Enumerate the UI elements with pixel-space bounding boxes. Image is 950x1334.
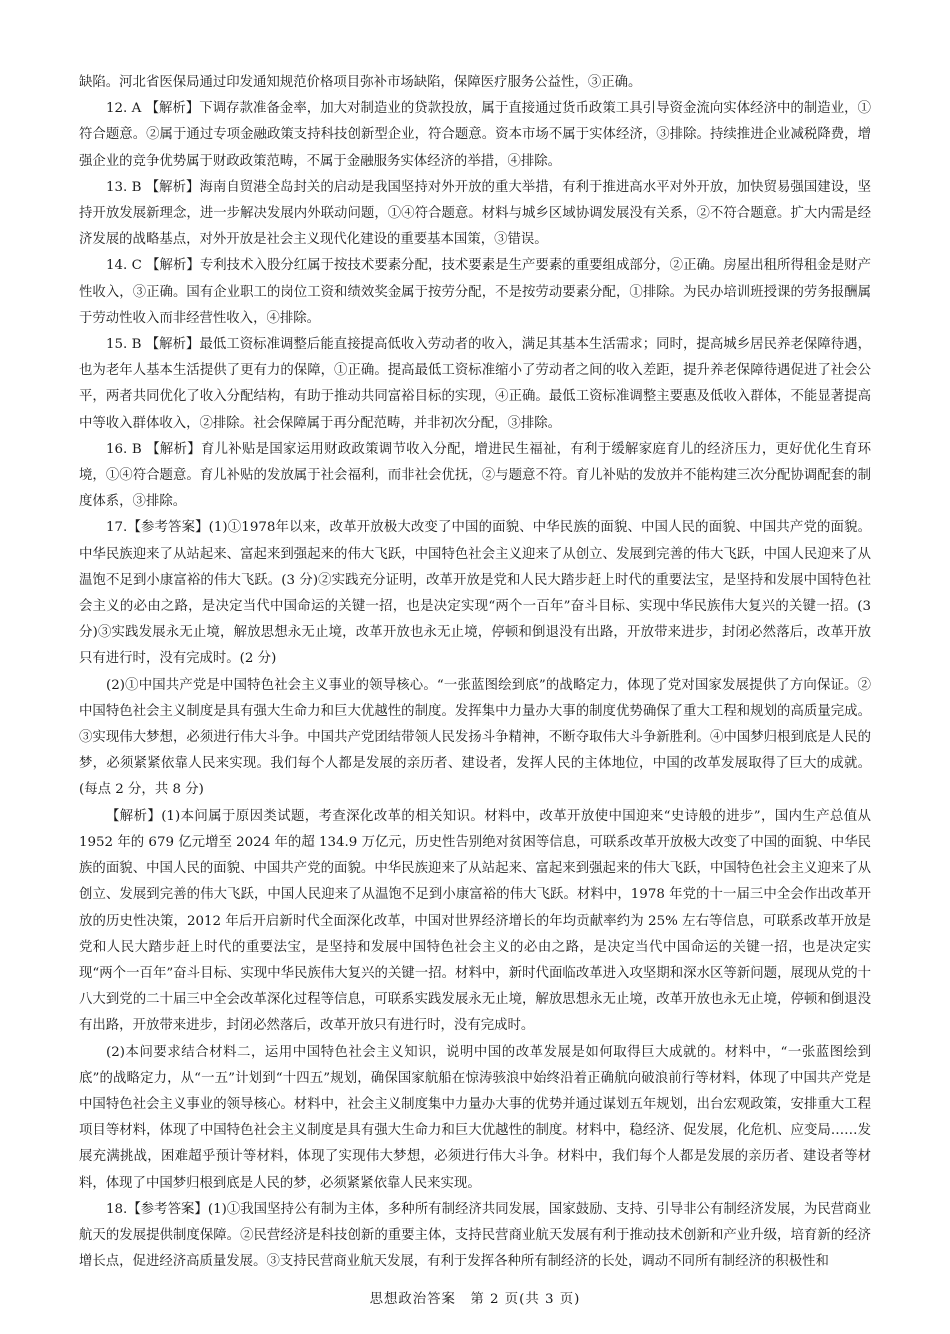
answer-13: 13. B 【解析】海南自贸港全岛封关的启动是我国坚持对外开放的重大举措，有利于推进高水平对外开放，加快贸易强国建设，坚持开放发展新理念，进一步解决发展内外联动问题，①④符合题意。材料与城乡区域协调发展没有关系，②不符合题意。扩大内需是经济发展的战略基点，对外开放是社会主义现代化建设的重要基本国策，③错误。 (79, 179, 871, 248)
answer-text (79, 70, 871, 1275)
paragraph-11-continuation: 缺陷。河北省医保局通过印发通知规范价格项目弥补市场缺陷，保障医疗服务公益性，③正确。 (79, 75, 642, 90)
page-footer: 思想政治答案 第 2 页(共 3 页) (369, 1292, 581, 1307)
answer-17-part-1: 17.【参考答案】(1)①1978年以来，改革开放极大改变了中国的面貌、中华民族的面貌、中国人民的面貌、中国共产党的面貌。中华民族迎来了从站起来、富起来到强起来的伟大飞跃，中国特色社会主义迎来了从创立、发展到完善的伟大飞跃，中国人民迎来了从温饱不足到小康富裕的伟大飞跃。(3 分)②实践充分证明，改革开放是党和人民大踏步赶上时代的重要法宝，是坚持和发展中国特色社会主义的必由之路，是决定当代中国命运的关键一招，也是决定实现“两个一百年”奋斗目标、实现中华民族伟大复兴的关键一招。(3 分)③实践发展永无止境，解放思想永无止境，改革开放也永无止境，停顿和倒退没有出路，开放带来进步，封闭必然落后，改革开放只有进行时，没有完成时。(2 分) (79, 520, 871, 667)
analysis-17-part-2: (2)本问要求结合材料二，运用中国特色社会主义知识，说明中国的改革发展是如何取得巨大成就的。材料中，“一张蓝图绘到底”的战略定力，从“一五”计划到“十四五”规划，确保国家航船在惊涛骇浪中始终沿着正确航向破浪前行等材料，体现了中国共产党是中国特色社会主义事业的领导核心。材料中，社会主义制度集中力量办大事的优势并通过谋划五年规划，出台宏观政策，安排重大工程项目等材料，体现了中国特色社会主义制度是具有强大生命力和巨大优越性的制度。材料中，稳经济、促发展，化危机、应变局……发展充满挑战，困难超乎预计等材料，体现了实现伟大梦想，必须进行伟大斗争。材料中，我们每个人都是发展的亲历者、建设者等材料，体现了中国梦归根到底是人民的梦，必须紧紧依靠人民来实现。 (79, 1044, 871, 1191)
analysis-17-part-1: 【解析】(1)本问属于原因类试题，考查深化改革的相关知识。材料中，改革开放使中国迎来“史诗般的进步”，国内生产总值从1952 年的 679 亿元增至 2024 年的超 134.9 万亿元，历史性告别绝对贫困等信息，可联系改革开放极大改变了中国的面貌、中华民族的面貌、中国人民的面貌、中国共产党的面貌。中华民族迎来了从站起来、富起来到强起来的伟大飞跃，中国特色社会主义迎来了从创立、发展到完善的伟大飞跃，中国人民迎来了从温饱不足到小康富裕的伟大飞跃。材料中，1978 年党的十一届三中全会作出改革开放的历史性决策，2012 年后开启新时代全面深化改革，中国对世界经济增长的年均贡献率约为 25% 左右等信息，可联系改革开放是党和人民大踏步赶上时代的重要法宝，是坚持和发展中国特色社会主义的必由之路，是决定当代中国命运的关键一招，也是决定实现“两个一百年”奋斗目标、实现中华民族伟大复兴的关键一招。材料中，新时代面临改革进入攻坚期和深水区等新问题，展现从党的十八大到党的二十届三中全会改革深化过程等信息，可联系实践发展永无止境，解放思想永无止境，改革开放也永无止境，停顿和倒退没有出路，开放带来进步，封闭必然落后，改革开放只有进行时，没有完成时。 (79, 808, 871, 1034)
answer-16: 16. B 【解析】育儿补贴是国家运用财政政策调节收入分配，增进民生福祉，有利于缓解家庭育儿的经济压力，更好优化生育环境，①④符合题意。育儿补贴的发放属于社会福利，而非社会优抚，②与题意不符。育儿补贴的发放并不能构建三次分配协调配套的制度体系，③排除。 (79, 441, 871, 510)
answer-12: 12. A 【解析】下调存款准备金率，加大对制造业的贷款投放，属于直接通过货币政策工具引导资金流向实体经济中的制造业，①符合题意。②属于通过专项金融政策支持科技创新型企业，符合题意。资本市场不属于实体经济，③排除。持续推进企业减税降费，增强企业的竞争优势属于财政政策范畴，不属于金融服务实体经济的举措，④排除。 (79, 101, 871, 169)
answer-15: 15. B 【解析】最低工资标准调整后能直接提高低收入劳动者的收入，满足其基本生活需求；同时，提高城乡居民养老保障待遇，也为老年人基本生活提供了更有力的保障，①正确。提高最低工资标准缩小了劳动者之间的收入差距，提升养老保障待遇促进了社会公平，两者共同优化了收入分配结构，有助于推动共同富裕目标的实现，④正确。最低工资标准调整主要惠及低收入群体，不能显著提高中等收入群体收入，②排除。社会保障属于再分配范畴，并非初次分配，③排除。 (79, 337, 871, 431)
answer-17-part-2: (2)①中国共产党是中国特色社会主义事业的领导核心。“一张蓝图绘到底”的战略定力，体现了党对国家发展提供了方向保证。②中国特色社会主义制度是具有强大生命力和巨大优越性的制度。发挥集中力量办大事的制度优势确保了重大工程和规划的高质量完成。③实现伟大梦想，必须进行伟大斗争。中国共产党团结带领人民发扬斗争精神，不断夺取伟大斗争新胜利。④中国梦归根到底是人民的梦，必须紧紧依靠人民来实现。我们每个人都是发展的亲历者、建设者，发挥人民的主体地位，中国的改革发展取得了巨大的成就。(每点 2 分，共 8 分) (79, 677, 871, 798)
answer-18-part-1: 18.【参考答案】(1)①我国坚持公有制为主体，多种所有制经济共同发展，国家鼓励、支持、引导非公有制经济发展，为民营商业航天的发展提供制度保障。②民营经济是科技创新的重要主体，支持民营商业航天发展有利于推动技术创新和产业升级，培育新的经济增长点，促进经济高质量发展。③支持民营商业航天发展，有利于发挥各种所有制经济的长处，调动不同所有制经济的积极性和 (79, 1201, 871, 1270)
answer-14: 14. C 【解析】专利技术入股分红属于按技术要素分配，技术要素是生产要素的重要组成部分，②正确。房屋出租所得租金是财产性收入，③正确。国有企业职工的岗位工资和绩效奖金属于按劳分配，不是按劳动要素分配，①排除。为民办培训班授课的劳务报酬属于劳动性收入而非经营性收入，④排除。 (79, 258, 871, 326)
